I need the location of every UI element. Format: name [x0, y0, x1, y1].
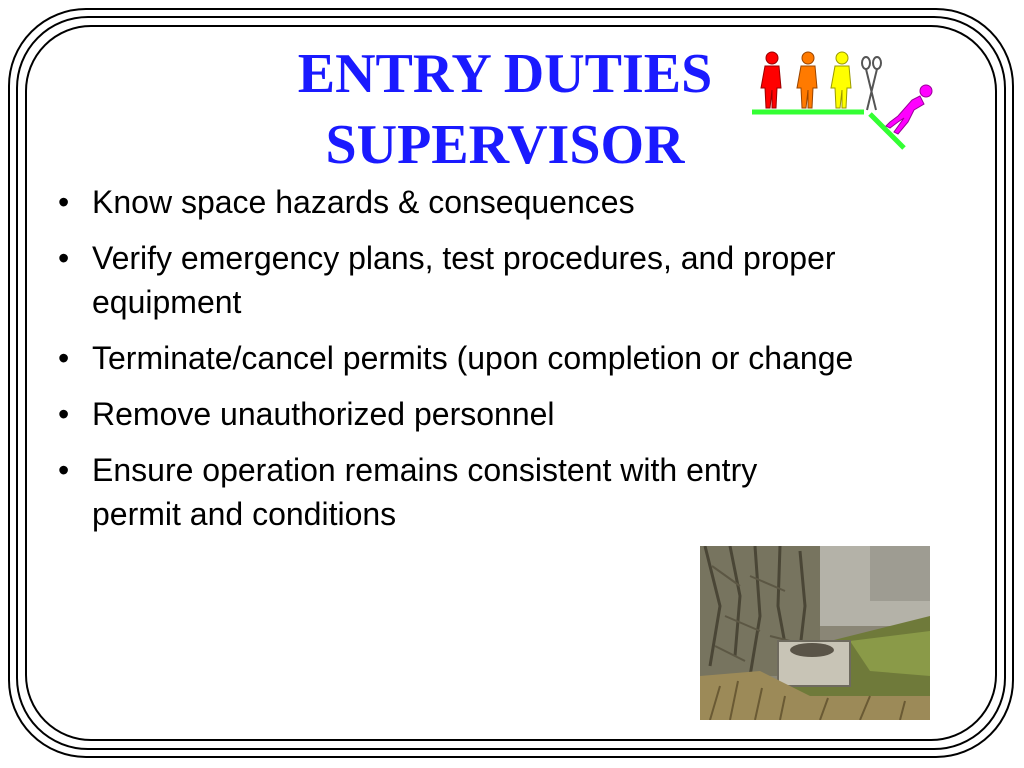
red-figure-icon: [761, 52, 781, 108]
magenta-falling-figure-icon: [886, 85, 932, 134]
scissors-icon: [862, 57, 881, 110]
bullet-marker: •: [58, 240, 70, 276]
bullet-text: Terminate/cancel permits (upon completion or change: [92, 340, 854, 376]
bullet-item: [58, 448, 852, 536]
bullet-marker: •: [58, 340, 70, 376]
bullet-item: [58, 236, 928, 324]
bullet-item: [58, 392, 928, 436]
bullet-text: Know space hazards & consequences: [92, 184, 635, 220]
bullet-marker: •: [58, 184, 70, 220]
manhole-photo: [700, 546, 930, 720]
yellow-figure-icon: [831, 52, 851, 108]
people-on-ledge-icon: [748, 46, 934, 154]
slide-title-line1: ENTRY DUTIES: [297, 43, 713, 105]
slide-title-line2: SUPERVISOR: [325, 114, 685, 176]
bullet-item: [58, 180, 928, 224]
bullet-marker: •: [58, 452, 70, 488]
bullet-text: Ensure operation remains consistent with entry permit and conditions: [92, 452, 758, 532]
bullet-marker: •: [58, 396, 70, 432]
bullet-text: Verify emergency plans, test procedures, and proper equipment: [92, 240, 836, 320]
bullet-text: Remove unauthorized personnel: [92, 396, 555, 432]
bullet-list: [58, 180, 928, 548]
orange-figure-icon: [797, 52, 817, 108]
bullet-item: [58, 336, 928, 380]
